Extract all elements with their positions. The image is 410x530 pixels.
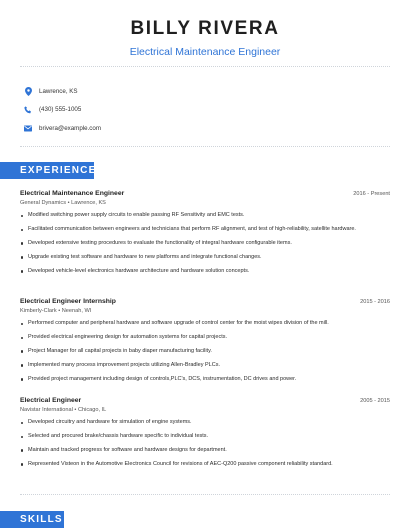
job-location: Neenah, WI — [61, 308, 92, 314]
phone-icon — [23, 105, 33, 115]
candidate-title: Electrical Maintenance Engineer — [129, 46, 281, 58]
contact-block — [23, 82, 101, 138]
job-company: Kimberly-Clark — [20, 308, 57, 314]
job-bullets — [20, 320, 390, 383]
job-bullet: Developed extensive testing procedures to evaluate the functionality of integral hardware configurable items. — [20, 240, 390, 247]
job-dates: 2016 - Present — [353, 191, 390, 197]
job-company-line: Kimberly-Clark • Neenah, WI — [20, 308, 92, 314]
job-bullet: Developed circuitry and hardware for simulation of engine systems. — [20, 419, 390, 426]
experience-heading: EXPERIENCE — [0, 162, 94, 179]
job-bullets — [20, 212, 390, 275]
job-dates: 2005 - 2015 — [360, 398, 390, 404]
job-dates: 2015 - 2016 — [360, 299, 390, 305]
job-title: Electrical Maintenance Engineer — [20, 190, 125, 197]
experience-divider — [20, 494, 390, 495]
job-company-line: Navistar International • Chicago, IL — [20, 407, 107, 413]
job-bullet: Performed computer and peripheral hardware and software upgrade of control center for the moist wipes division of the mill. — [20, 320, 390, 327]
job-bullet: Provided project management including design of controls,PLC's, DCS, instrumentation, DC drives and power. — [20, 376, 390, 383]
job-bullet: Implemented many process improvement projects utilizing Allen-Bradley PLCs. — [20, 362, 390, 369]
job-location: Lawrence, KS — [71, 200, 106, 206]
job-bullet: Selected and procured brake/chassis hardware specific to individual tests. — [20, 433, 390, 440]
job-entry — [20, 190, 390, 282]
contact-email — [23, 119, 101, 137]
location-text: Lawrence, KS — [39, 87, 78, 95]
resume-header — [0, 0, 410, 59]
job-title: Electrical Engineer Internship — [20, 298, 116, 305]
job-entry — [20, 397, 390, 475]
contact-location — [23, 82, 101, 100]
job-bullet: Maintain and tracked progress for software and hardware designs for department. — [20, 447, 390, 454]
job-location: Chicago, IL — [77, 407, 107, 413]
job-bullet: Modified switching power supply circuits to enable passing RF Sensitivity and EMC tests. — [20, 212, 390, 219]
job-company: General Dynamics — [20, 200, 67, 206]
job-bullet: Project Manager for all capital projects in baby diaper manufacturing facility. — [20, 348, 390, 355]
job-bullet: Developed vehicle-level electronics hardware architecture and hardware solution concepts. — [20, 268, 390, 275]
job-entry — [20, 298, 390, 390]
phone-text: (430) 555-1005 — [39, 106, 82, 113]
job-bullet: Provided electrical engineering design for automation systems for capital projects. — [20, 334, 390, 341]
job-bullets — [20, 419, 390, 468]
job-bullet: Facilitated communication between engineers and technicians that perform RF alignment, and test of high-reliability, satellite hardware. — [20, 226, 390, 233]
email-icon — [23, 123, 33, 133]
skills-heading: SKILLS — [0, 511, 64, 528]
job-company-line: General Dynamics • Lawrence, KS — [20, 200, 106, 206]
job-bullet: Upgrade existing test software and hardware to new platforms and integrate functional changes. — [20, 254, 390, 261]
header-divider — [20, 66, 390, 67]
job-company: Navistar International — [20, 407, 73, 413]
contact-phone — [23, 101, 101, 119]
job-title: Electrical Engineer — [20, 397, 82, 404]
email-text: brivera@example.com — [39, 124, 101, 132]
location-pin-icon — [23, 86, 33, 96]
contact-divider — [20, 146, 390, 147]
candidate-name: BILLY RIVERA — [130, 18, 280, 39]
job-bullet: Represented Visteon in the Automotive Electronics Council for revisions of AEC-Q200 passive component reliability standard. — [20, 461, 390, 468]
